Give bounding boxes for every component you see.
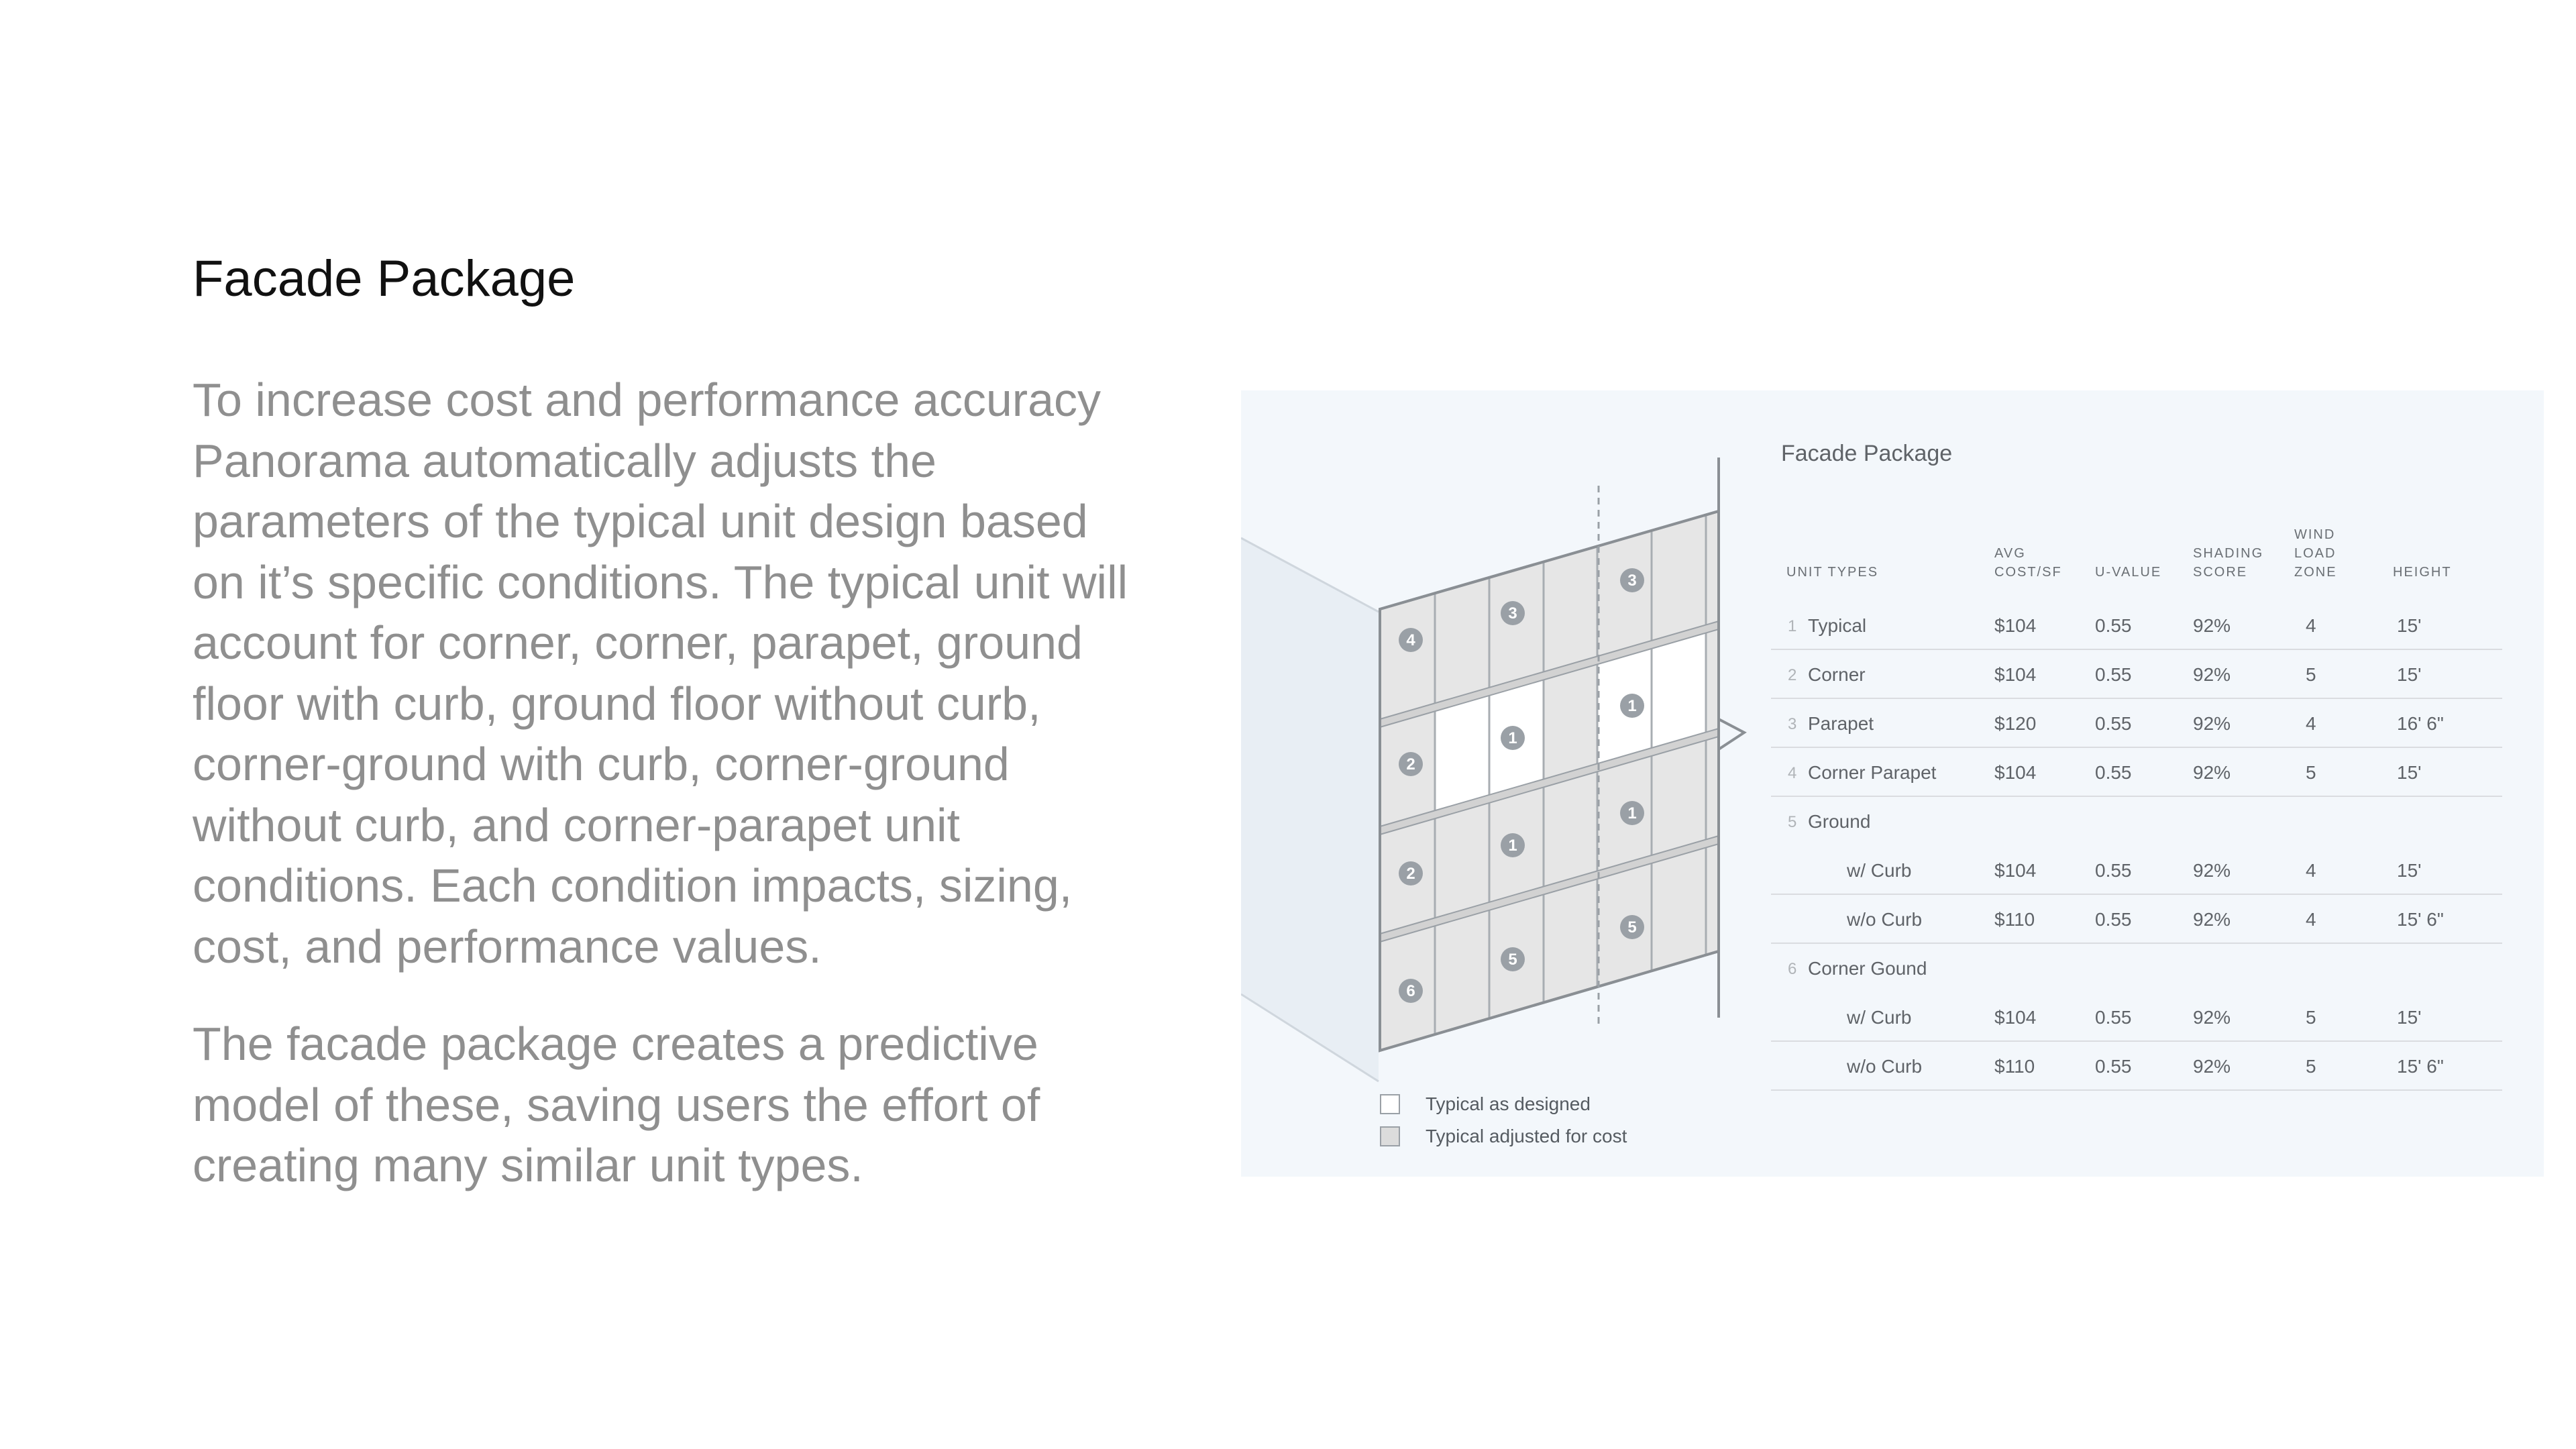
cell-uvalue: 0.55 (2095, 615, 2132, 636)
cell-shading: 92% (2193, 1056, 2231, 1077)
intro-paragraph: To increase cost and performance accuracy Panorama automatically adjusts the parameters of the typical unit design based on it’s specific conditions. The typical unit will account for corner, corner, parapet, ground floor with curb, ground floor without curb, corner-ground with curb, corner-ground without curb, and corner-parapet unit conditions. Each condition impacts, sizing, cost, and performance values. (193, 374, 1128, 973)
text-column (193, 248, 1132, 1196)
svg-text:1: 1 (1508, 729, 1517, 747)
cell-height: 15' (2397, 762, 2422, 783)
cell-height: 15' 6" (2397, 909, 2444, 930)
svg-text:5: 5 (1627, 918, 1637, 936)
marker (1501, 947, 1525, 971)
marker (1399, 752, 1423, 776)
marker (1399, 979, 1423, 1003)
side-plane (1241, 538, 1379, 1081)
cell-cost: $104 (1994, 860, 2037, 881)
marker (1501, 726, 1525, 750)
cell-num: 5 (1788, 813, 1797, 831)
svg-text:1: 1 (1508, 837, 1517, 855)
legend-label: Typical as designed (1426, 1093, 1591, 1114)
cell-cost: $104 (1994, 762, 2037, 783)
cell-shading: 92% (2193, 909, 2231, 930)
cell-cost: $110 (1994, 909, 2035, 930)
row-divider (1771, 894, 2502, 895)
legend-swatch-white (1380, 1094, 1400, 1114)
cell-height: 15' (2397, 615, 2422, 636)
cell-uvalue: 0.55 (2095, 762, 2132, 783)
cell-wind: 5 (2306, 1007, 2316, 1028)
cell-cost: $120 (1994, 713, 2037, 734)
row-divider (1771, 1040, 2502, 1042)
cell-num: 4 (1788, 764, 1797, 782)
cell-shading: 92% (2193, 860, 2231, 881)
svg-text:2: 2 (1406, 755, 1415, 773)
cell-cost: $104 (1994, 1007, 2037, 1028)
cell-height: 15' (2397, 860, 2422, 881)
cell-name: Parapet (1808, 713, 1874, 734)
header-unit-types: UNIT TYPES (1786, 565, 1879, 580)
cell-name: Ground (1808, 811, 1871, 832)
header-avg-cost: AVG COST/SF (1994, 546, 2062, 580)
legend-label: Typical adjusted for cost (1426, 1126, 1627, 1146)
cell-name: Corner (1808, 664, 1866, 685)
cell-num: 6 (1788, 960, 1797, 978)
svg-text:6: 6 (1406, 982, 1415, 1000)
marker (1501, 601, 1525, 625)
cell-cost: $110 (1994, 1056, 2035, 1077)
cell-name: w/ Curb (1847, 860, 1912, 881)
cell-name: Typical (1808, 615, 1867, 636)
svg-text:1: 1 (1627, 804, 1637, 822)
cell-cost: $104 (1994, 664, 2037, 685)
cell-num: 2 (1788, 666, 1797, 684)
cell-height: 16' 6" (2397, 713, 2444, 734)
legend (1380, 1088, 1627, 1152)
marker (1399, 861, 1423, 885)
cell-uvalue: 0.55 (2095, 909, 2132, 930)
legend-swatch-grey (1380, 1126, 1400, 1146)
cell-name: w/o Curb (1847, 1056, 1923, 1077)
row-divider (1771, 698, 2502, 699)
marker (1620, 568, 1644, 592)
cell-name: w/o Curb (1847, 909, 1923, 930)
cell-wind: 5 (2306, 762, 2316, 783)
cell-shading: 92% (2193, 664, 2231, 685)
cell-wind: 4 (2306, 615, 2316, 636)
marker (1620, 915, 1644, 939)
cell-wind: 5 (2306, 664, 2316, 685)
cell-uvalue: 0.55 (2095, 664, 2132, 685)
cell-name: w/ Curb (1847, 1007, 1912, 1028)
cell-uvalue: 0.55 (2095, 713, 2132, 734)
break-line (1719, 458, 1744, 1018)
cell-wind: 4 (2306, 909, 2316, 930)
cell-wind: 5 (2306, 1056, 2316, 1077)
svg-text:2: 2 (1406, 865, 1415, 883)
marker (1620, 801, 1644, 825)
cell-cost: $104 (1994, 615, 2037, 636)
row-divider (1771, 1089, 2502, 1091)
cell-height: 15' (2397, 1007, 2422, 1028)
svg-text:4: 4 (1406, 631, 1415, 649)
cell-height: 15' (2397, 664, 2422, 685)
legend-item-adjusted (1380, 1120, 1627, 1152)
facade-figure (1241, 390, 2544, 1177)
cell-name: Corner Parapet (1808, 762, 1937, 783)
cell-uvalue: 0.55 (2095, 860, 2132, 881)
row-divider (1771, 943, 2502, 944)
cell-wind: 4 (2306, 713, 2316, 734)
cell-wind: 4 (2306, 860, 2316, 881)
header-shading-score: SHADING SCORE (2193, 546, 2264, 580)
marker (1501, 833, 1525, 857)
cell-name: Corner Gound (1808, 958, 1927, 979)
cell-shading: 92% (2193, 1007, 2231, 1028)
header-height: HEIGHT (2393, 565, 2452, 580)
row-divider (1771, 747, 2502, 748)
table-title: Facade Package (1781, 441, 1953, 466)
svg-text:3: 3 (1627, 572, 1637, 590)
page-title: Facade Package (193, 250, 576, 307)
row-divider (1771, 796, 2502, 797)
row-divider (1771, 649, 2502, 650)
cell-num: 3 (1788, 715, 1797, 733)
cell-num: 1 (1788, 617, 1797, 635)
cell-shading: 92% (2193, 713, 2231, 734)
cell-shading: 92% (2193, 762, 2231, 783)
cell-shading: 92% (2193, 615, 2231, 636)
header-u-value: U-VALUE (2095, 565, 2162, 580)
svg-text:5: 5 (1508, 951, 1517, 969)
svg-text:1: 1 (1627, 697, 1637, 715)
marker (1620, 694, 1644, 718)
legend-item-typical (1380, 1088, 1627, 1120)
summary-paragraph: The facade package creates a predictive model of these, saving users the effort of creating many similar unit types. (193, 1018, 1040, 1192)
cell-height: 15' 6" (2397, 1056, 2444, 1077)
header-wind-load-zone: WIND LOAD ZONE (2294, 527, 2337, 580)
svg-text:3: 3 (1508, 604, 1517, 623)
cell-uvalue: 0.55 (2095, 1056, 2132, 1077)
cell-uvalue: 0.55 (2095, 1007, 2132, 1028)
marker (1399, 628, 1423, 652)
